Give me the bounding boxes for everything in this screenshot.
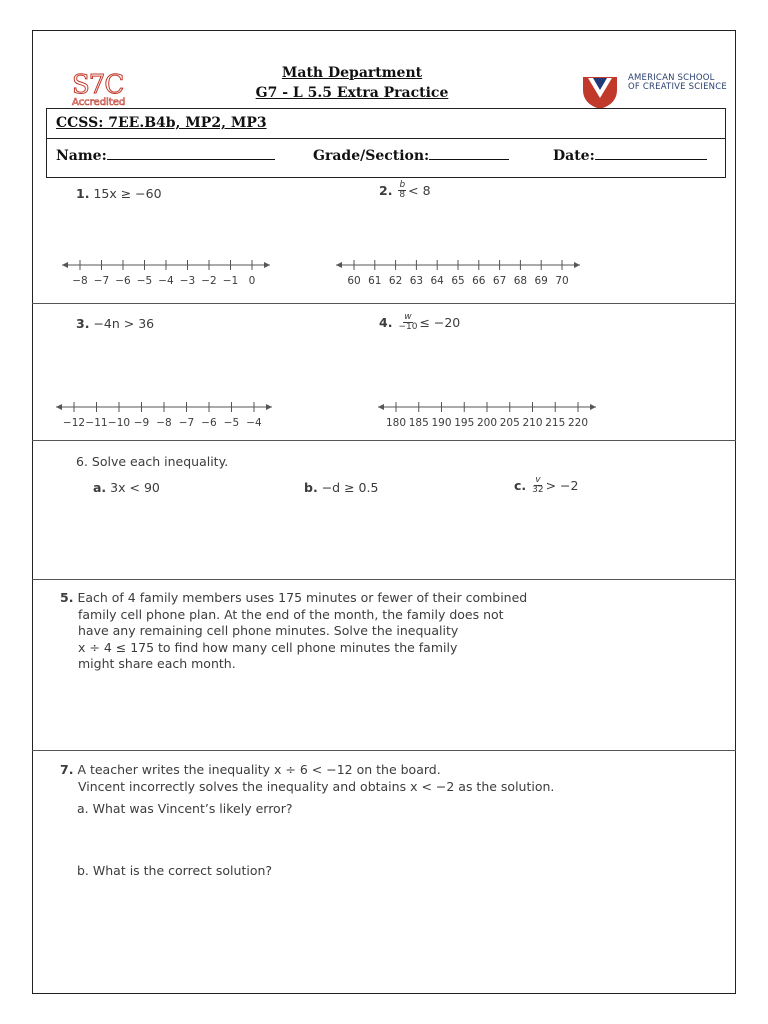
number-line-3-tick-label: −6 bbox=[201, 417, 217, 429]
school-shield-icon bbox=[582, 76, 618, 110]
problem-5-line: might share each month. bbox=[78, 656, 236, 671]
number-line-1-tick-label: −3 bbox=[179, 275, 196, 287]
problem-2-number: 2. bbox=[379, 183, 393, 198]
problem-6b-inequality: −d ≥ 0.5 bbox=[321, 480, 379, 495]
problem-6a-label: a. bbox=[93, 480, 107, 495]
number-line-2-tick-label: 64 bbox=[430, 275, 444, 287]
number-line-3-tick-label: −4 bbox=[246, 417, 262, 429]
problem-7 bbox=[60, 762, 554, 795]
number-line-4-tick-label: 195 bbox=[454, 417, 475, 429]
number-line-4-tick-label: 185 bbox=[408, 417, 429, 429]
name-label: Name: bbox=[56, 148, 107, 164]
grade-section-label: Grade/Section: bbox=[313, 148, 430, 164]
lesson-title: G7 - L 5.5 Extra Practice bbox=[255, 85, 449, 101]
number-line-1-tick-label: −4 bbox=[158, 275, 174, 287]
number-line-3-tick-label: −8 bbox=[156, 417, 172, 429]
department-title: Math Department bbox=[281, 65, 423, 81]
number-line-3 bbox=[54, 398, 274, 432]
number-line-4-tick-label: 180 bbox=[385, 417, 407, 429]
divider bbox=[32, 579, 736, 580]
problem-1-number: 1. bbox=[76, 186, 90, 201]
number-line-1-tick-label: −6 bbox=[115, 275, 131, 287]
number-line-1-tick-label: −2 bbox=[201, 275, 217, 287]
problem-4-numerator: w bbox=[404, 312, 412, 322]
problem-6b-label: b. bbox=[304, 480, 318, 495]
problem-2-inequality: < 8 bbox=[408, 183, 431, 198]
number-line-2-tick-label: 65 bbox=[451, 275, 465, 287]
grade-section-blank[interactable] bbox=[429, 145, 509, 160]
problem-2-fraction bbox=[398, 181, 406, 200]
number-line-3-tick-label: −12 bbox=[62, 417, 86, 429]
problem-6c bbox=[514, 476, 578, 495]
number-line-4-tick-label: 210 bbox=[522, 417, 543, 429]
number-line-3-tick-label: −9 bbox=[133, 417, 150, 429]
number-line-3-tick-label: −7 bbox=[178, 417, 195, 429]
name-field[interactable] bbox=[56, 145, 275, 164]
problem-4 bbox=[379, 313, 460, 332]
problem-5-line: Each of 4 family members uses 175 minutes or fewer of their combined bbox=[77, 590, 528, 605]
number-line-2-tick-label: 67 bbox=[492, 275, 507, 287]
number-line-4-left-arrow-icon bbox=[378, 404, 384, 410]
number-line-2-tick-label: 66 bbox=[472, 275, 486, 287]
number-line-4 bbox=[376, 398, 598, 432]
s7c-logo bbox=[72, 72, 152, 108]
problem-6c-numerator: v bbox=[535, 475, 541, 485]
problem-2-numerator: b bbox=[399, 180, 406, 190]
number-line-1 bbox=[60, 256, 272, 290]
divider bbox=[32, 440, 736, 441]
number-line-1-tick-label: −8 bbox=[72, 275, 88, 287]
school-logo bbox=[582, 72, 732, 112]
problem-6b bbox=[304, 480, 378, 495]
number-line-4-tick-label: 190 bbox=[431, 417, 452, 429]
problem-5-line: family cell phone plan. At the end of the month, the family does not bbox=[78, 606, 504, 622]
date-field[interactable] bbox=[553, 145, 707, 164]
problem-6c-inequality: > −2 bbox=[545, 478, 579, 493]
problem-2 bbox=[379, 181, 431, 200]
problem-7-line1: A teacher writes the inequality x ÷ 6 < −12 on the board. bbox=[77, 762, 441, 777]
problem-2-denominator: 8 bbox=[399, 190, 406, 200]
number-line-2-tick-label: 69 bbox=[534, 275, 548, 287]
standards-label: CCSS: 7EE.B4b, MP2, MP3 bbox=[56, 115, 267, 131]
problem-4-denominator: −10 bbox=[398, 322, 418, 332]
number-line-4-tick-label: 205 bbox=[499, 417, 520, 429]
problem-7b: b. What is the correct solution? bbox=[77, 863, 273, 878]
number-line-1-tick-label: 0 bbox=[248, 275, 256, 287]
problem-1-inequality: 15x ≥ −60 bbox=[93, 186, 162, 201]
number-line-1-tick-label: −1 bbox=[222, 275, 239, 287]
number-line-2-tick-label: 62 bbox=[388, 275, 403, 287]
number-line-3-tick-label: −11 bbox=[85, 417, 108, 429]
divider bbox=[32, 750, 736, 751]
problem-5-number: 5. bbox=[60, 590, 74, 605]
number-line-2-tick-label: 68 bbox=[513, 275, 528, 287]
number-line-3-right-arrow-icon bbox=[266, 404, 272, 410]
number-line-3-left-arrow-icon bbox=[56, 404, 62, 410]
problem-4-number: 4. bbox=[379, 315, 393, 330]
number-line-1-tick-label: −5 bbox=[136, 275, 153, 287]
number-line-1-left-arrow-icon bbox=[62, 262, 68, 268]
problem-6c-label: c. bbox=[514, 478, 527, 493]
divider bbox=[32, 303, 736, 304]
problem-4-inequality: ≤ −20 bbox=[419, 315, 461, 330]
problem-3-inequality: −4n > 36 bbox=[93, 316, 155, 331]
number-line-1-right-arrow-icon bbox=[264, 262, 270, 268]
logo-mark: S7C bbox=[72, 70, 124, 100]
problem-6-title: 6. Solve each inequality. bbox=[76, 454, 229, 469]
problem-5-line: have any remaining cell phone minutes. Solve the inequality bbox=[78, 623, 459, 638]
problem-6a-inequality: 3x < 90 bbox=[110, 480, 160, 495]
problem-6c-fraction bbox=[532, 476, 543, 495]
number-line-2-tick-label: 63 bbox=[409, 275, 424, 287]
problem-1 bbox=[76, 186, 162, 201]
date-label: Date: bbox=[553, 148, 595, 164]
number-line-2-right-arrow-icon bbox=[574, 262, 580, 268]
logo-accredited: Accredited bbox=[72, 97, 126, 108]
date-blank[interactable] bbox=[595, 145, 707, 160]
number-line-2-tick-label: 60 bbox=[347, 275, 361, 287]
number-line-4-tick-label: 220 bbox=[567, 417, 589, 429]
number-line-4-tick-label: 200 bbox=[476, 417, 498, 429]
number-line-2-tick-label: 61 bbox=[368, 275, 382, 287]
school-name-line2: OF CREATIVE SCIENCE bbox=[628, 82, 727, 92]
problem-7-line2: Vincent incorrectly solves the inequality and obtains x < −2 as the solution. bbox=[78, 778, 555, 794]
problem-6a bbox=[93, 480, 160, 495]
number-line-4-tick-label: 215 bbox=[545, 417, 566, 429]
problem-4-fraction bbox=[398, 313, 417, 332]
problem-3 bbox=[76, 316, 154, 331]
problem-7-number: 7. bbox=[60, 762, 74, 777]
number-line-2-tick-label: 70 bbox=[555, 275, 569, 287]
number-line-1-tick-label: −7 bbox=[93, 275, 110, 287]
problem-6c-denominator: 32 bbox=[532, 485, 544, 495]
problem-5 bbox=[60, 590, 527, 673]
number-line-2 bbox=[334, 256, 582, 290]
name-blank[interactable] bbox=[107, 145, 275, 160]
number-line-3-tick-label: −5 bbox=[223, 417, 240, 429]
problem-3-number: 3. bbox=[76, 316, 90, 331]
grade-section-field[interactable] bbox=[313, 145, 509, 164]
number-line-3-tick-label: −10 bbox=[107, 417, 131, 429]
number-line-4-right-arrow-icon bbox=[590, 404, 596, 410]
problem-5-line: x ÷ 4 ≤ 175 to find how many cell phone minutes the family bbox=[78, 639, 458, 655]
problem-7a: a. What was Vincent’s likely error? bbox=[77, 801, 293, 816]
school-name-line1: AMERICAN SCHOOL bbox=[628, 73, 715, 83]
number-line-2-left-arrow-icon bbox=[336, 262, 342, 268]
